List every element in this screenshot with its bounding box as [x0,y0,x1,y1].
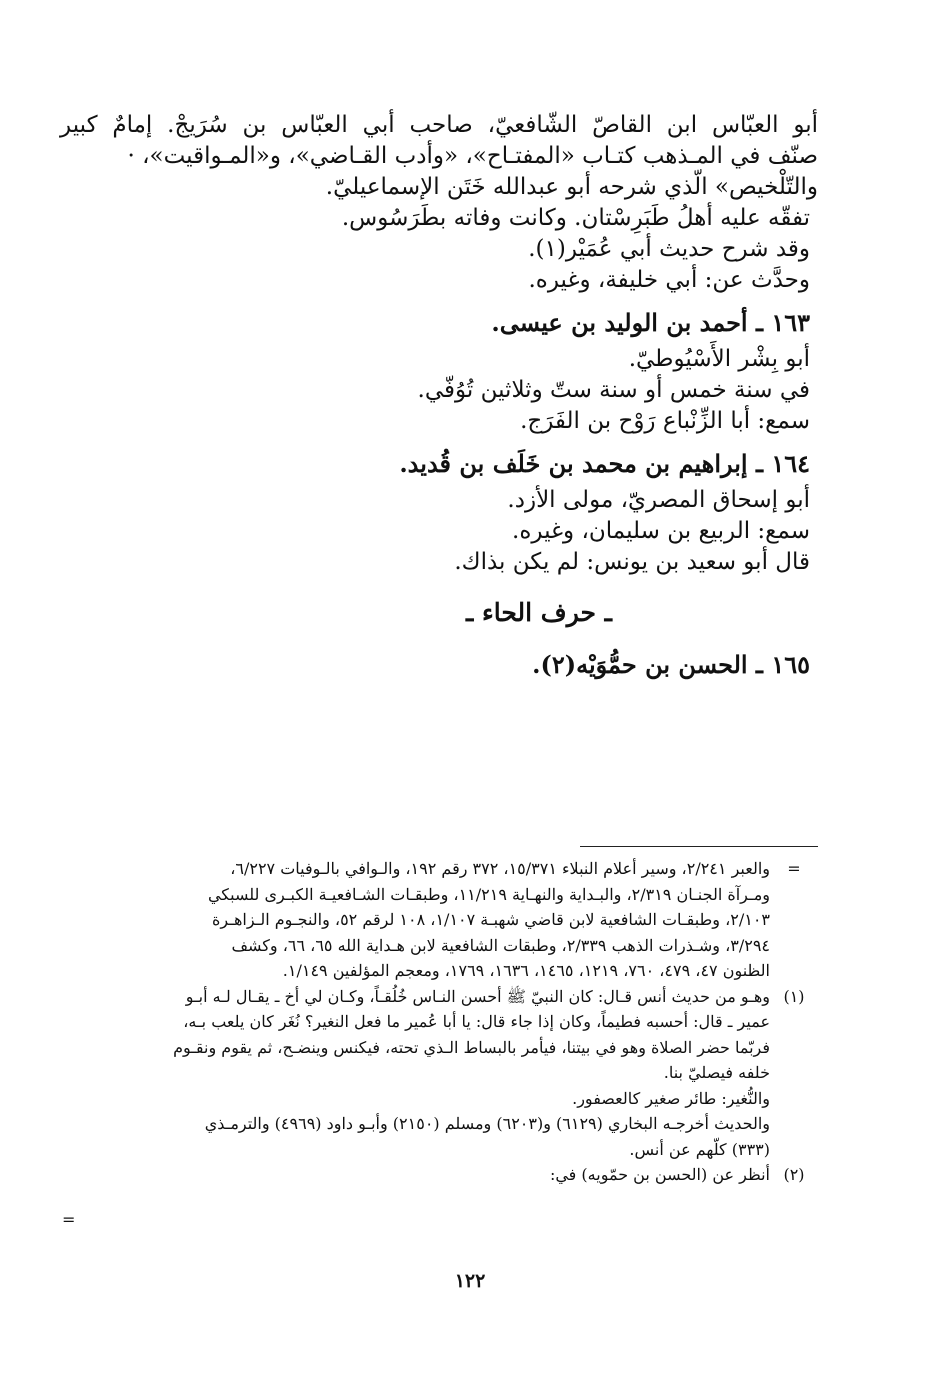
footnote-line: أنظر عن (الحسن بن حمّويه) في: [549,1165,770,1184]
footnote-separator [580,846,818,847]
footnote-number: (١) [783,986,805,1006]
footnote-line: عمير ـ قال: أحسبه فطيماً، وكان إذا جاء قال: يا أبا عُمير ما فعل النغير؟ نُغَر كان يلعب بـه، [183,1012,770,1031]
text-line: قال أبو سعيد بن يونس: لم يكن بذاك. [454,549,810,575]
main-text [60,110,818,686]
entry-heading-164: ١٦٤ ـ إبراهيم بن محمد بن خَلَف بن قُديد. [399,449,810,478]
text-line: في سنة خمس أو سنة ستّ وثلاثين تُوُفّي. [417,377,810,403]
footnote-line: وهـو من حديث أنس قـال: كان النبيّ ﷺ أحسن النـاس خُلُقـاً، وكـان لي أخ ـ يقـال لـه أبـو [185,986,770,1006]
footnote-line: (٣٣٣) كلّهم عن أنس. [629,1139,770,1159]
footnotes [80,856,818,1188]
entry-heading-165: ١٦٥ ـ الحسن بن حمُّوَيْه(٢). [532,650,810,679]
footnote-line: والحديث أخرجـه البخاري (٦١٢٩) و(٦٢٠٣) ومسلم (٢١٥٠) وأبـو داود (٤٩٦٩) والترمـذي [204,1114,770,1133]
footnote-line: والنُّغير: طائر صغير كالعصفور. [572,1088,770,1108]
chapter-heading: ـ حرف الحاء ـ [466,598,612,627]
footnote-2 [80,1162,818,1188]
text-line: سمع: أبا الزِّنْباع رَوْح بن الفَرَج. [520,408,810,434]
footnote-line: ٢/١٠٣، وطبقـات الشافعية لابن قاضي شهبـة ١/١٠٧، ١٠٨ لرقم ٥٢، والنجـوم الـزاهـرة [212,910,770,929]
footnote-line: ومـرآة الجنـان ٢/٣١٩، والبـداية والنهـاية ١١/٢١٩، وطبقـات الشـافعيـة الكبـرى للسبكي [207,884,770,904]
text-line: وحدَّث عن: أبي خليفة، وغيره. [528,267,810,293]
text-line: سمع: الربيع بن سليمان، وغيره. [512,518,810,544]
text-line: أبو بِشْر الأَسْيُوطيّ. [628,346,810,372]
continuation-mark: = [62,1210,76,1229]
footnote-body [80,984,770,1163]
footnote-line: خلفه فيصليّ بنا. [663,1063,770,1082]
footnote-body [80,1162,770,1188]
footnote-continuation [80,856,818,984]
text-line: صنّف في المـذهب كتـاب «المفتـاح»، «وأدب القـاضي»، و«المـواقيت»، · [127,143,818,169]
footnote-number: (٢) [783,1165,805,1184]
footnote-line: والعبر ٢/٢٤١، وسير أعلام النبلاء ١٥/٣٧١، ٣٧٢ رقم ١٩٢، والـوافي بالـوفيات ٦/٢٢٧، [230,859,770,878]
text-line: أبو العبّاس ابن القاصّ الشّافعيّ، صاحب أبي العبّاس بن سُرَيجْ. إمامٌ كبير [60,112,818,138]
text-line: تفقّه عليه أهلُ طَبَرِسْتان. وكانت وفاته بطَرَسُوس. [341,205,810,231]
footnote-body [80,856,770,984]
footnote-line: الظنون ٤٧، ٤٧٩، ٧٦٠، ١٢١٩، ١٤٦٥، ١٦٣٦، ١٧٦٩، ومعجم المؤلفين ١/١٤٩. [282,961,770,980]
page-number: ١٢٢ [454,1270,486,1292]
entry-heading-163: ١٦٣ ـ أحمد بن الوليد بن عيسى. [491,308,810,337]
footnote-line: فربّما حضر الصلاة وهو في بيتنا، فيأمر بالبساط الـذي تحته، فيكنس وينضـح، ثم يقوم ونقـوم [173,1037,770,1057]
footnote-1 [80,984,818,1163]
footnote-line: ٣/٢٩٤، وشـذرات الذهب ٢/٣٣٩، وطبقات الشافعية لابن هـداية الله ٦٥، ٦٦، وكشف [231,935,770,955]
text-line: وقد شرح حديث أبي عُمَيْر(١). [528,236,810,262]
footnote-marker: = [787,859,801,878]
text-line: أبو إسحاق المصريّ، مولى الأزد. [507,487,810,513]
text-line: والتّلْخيص» الّذي شرحه أبو عبدالله خَتَن الإسماعيليّ. [325,174,818,200]
